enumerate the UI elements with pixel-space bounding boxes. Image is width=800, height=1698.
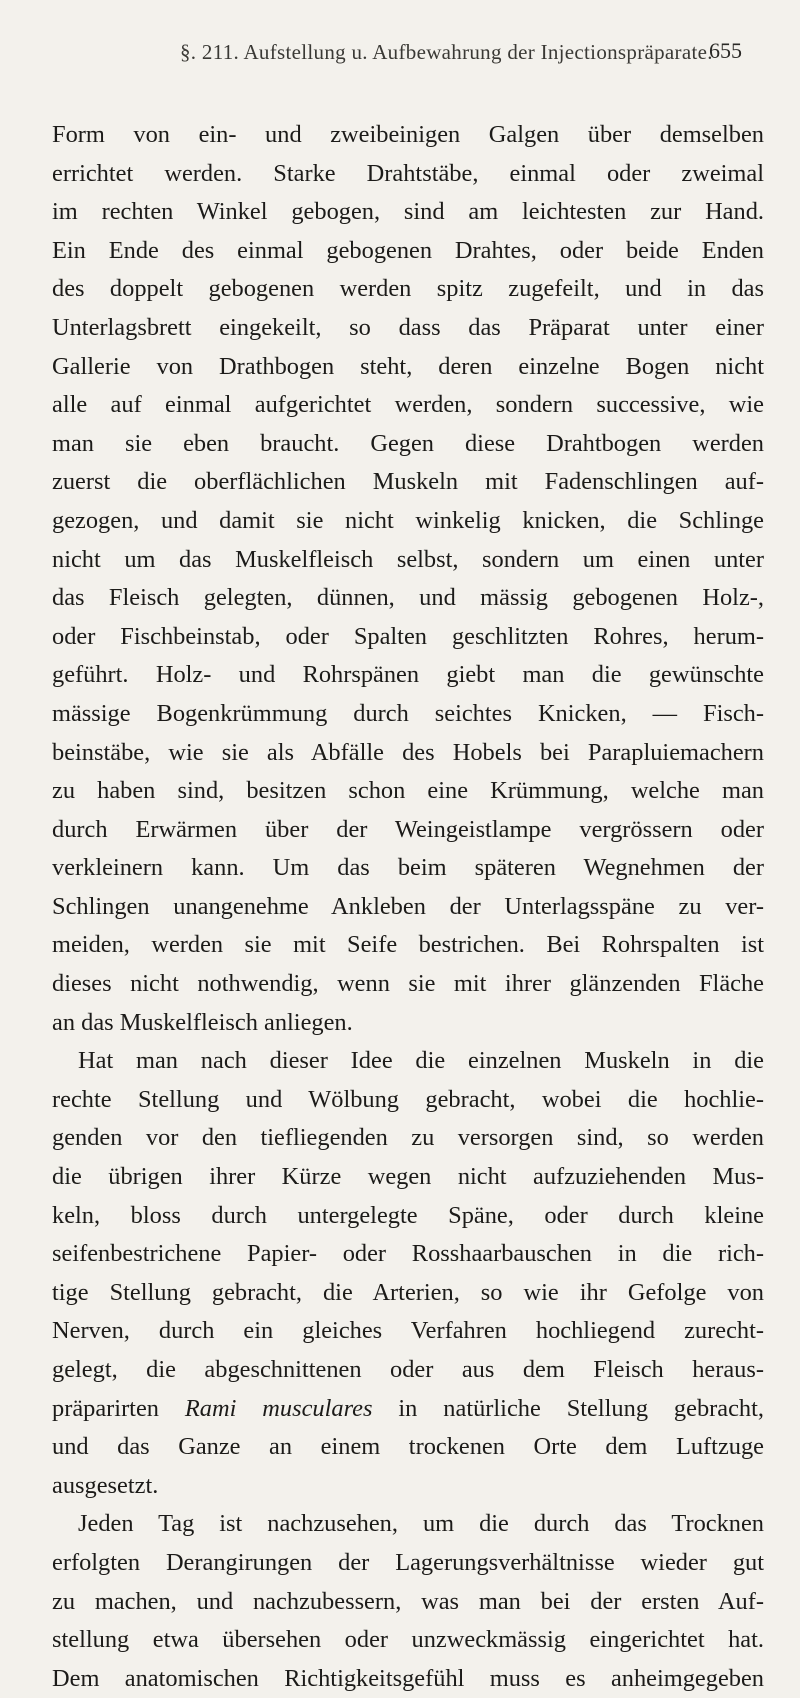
text-line: gelegt, die abgeschnittenen oder aus dem Fleisch heraus- (52, 1356, 764, 1383)
text-line: des doppelt gebogenen werden spitz zugefeilt, und in das (52, 275, 764, 303)
text-line: stellung etwa übersehen oder unzweckmässig eingerichtet hat. (52, 1626, 764, 1654)
running-title: §. 211. Aufstellung u. Aufbewahrung der Injectionspräparate. (180, 40, 713, 64)
text-line: Unterlagsbrett eingekeilt, so dass das Präparat unter einer (52, 313, 764, 341)
text-segment: in natürliche Stellung gebracht, (372, 1394, 764, 1422)
text-line: beinstäbe, wie sie als Abfälle des Hobels bei Parapluiemachern (52, 738, 764, 766)
text-line: dieses nicht nothwendig, wenn sie mit ihrer glänzenden Fläche (52, 970, 764, 998)
text-line: Hat man nach dieser Idee die einzelnen Muskeln in die (78, 1047, 764, 1075)
text-line: gezogen, und damit sie nicht winkelig knicken, die Schlinge (52, 506, 764, 534)
text-line: genden vor den tiefliegenden zu versorgen sind, so werden (52, 1124, 764, 1152)
page-number: 655 (709, 38, 742, 63)
text-line: keln, bloss durch untergelegte Späne, oder durch kleine (52, 1201, 764, 1229)
text-line: errichtet werden. Starke Drahtstäbe, einmal oder zweimal (52, 159, 764, 187)
text-line: meiden, werden sie mit Seife bestrichen. Bei Rohrspalten ist (52, 931, 764, 959)
text-line: zu machen, und nachzubessern, was man bei der ersten Auf- (52, 1587, 764, 1615)
text-line: Form von ein- und zweibeinigen Galgen über demselben (52, 121, 764, 148)
text-line: rechte Stellung und Wölbung gebracht, wobei die hochlie- (52, 1085, 764, 1113)
text-line: Dem anatomischen Richtigkeitsgefühl muss es anheimgegeben (52, 1664, 764, 1692)
text-line: tige Stellung gebracht, die Arterien, so wie ihr Gefolge von (52, 1278, 764, 1306)
text-line: Nerven, durch ein gleiches Verfahren hochliegend zurecht- (52, 1317, 764, 1345)
text-line: erfolgten Derangirungen der Lagerungsverhältnisse wieder gut (52, 1548, 764, 1576)
body-text (52, 116, 764, 1698)
text-line: Gallerie von Drathbogen steht, deren einzelne Bogen nicht (52, 352, 764, 380)
text-line: seifenbestrichene Papier- oder Rosshaarbauschen in die rich- (52, 1240, 764, 1268)
text-line: geführt. Holz- und Rohrspänen giebt man die gewünschte (52, 661, 764, 689)
text-line: die übrigen ihrer Kürze wegen nicht aufzuziehenden Mus- (52, 1163, 764, 1191)
italic-term: Rami musculares (184, 1394, 373, 1422)
text-line: zu haben sind, besitzen schon eine Krümmung, welche man (52, 777, 764, 805)
text-line: das Fleisch gelegten, dünnen, und mässig gebogenen Holz-, (52, 584, 764, 612)
text-line: Jeden Tag ist nachzusehen, um die durch das Trocknen (78, 1510, 764, 1538)
text-line: man sie eben braucht. Gegen diese Drahtbogen werden (52, 429, 764, 457)
text-line: zuerst die oberflächlichen Muskeln mit Fadenschlingen auf- (52, 468, 764, 496)
paragraph-2 (52, 1042, 764, 1505)
running-head (0, 38, 800, 72)
text-line: an das Muskelfleisch anliegen. (52, 1008, 353, 1036)
text-line: und das Ganze an einem trockenen Orte dem Luftzuge (52, 1433, 764, 1461)
text-line: verkleinern kann. Um das beim späteren Wegnehmen der (52, 854, 764, 882)
text-line-with-italic (52, 1390, 764, 1429)
text-line: oder Fischbeinstab, oder Spalten geschlitzten Rohres, herum- (52, 622, 764, 650)
text-line: nicht um das Muskelfleisch selbst, sondern um einen unter (52, 545, 764, 573)
text-line: ausgesetzt. (52, 1471, 159, 1499)
paragraph-3 (52, 1505, 764, 1698)
text-line: durch Erwärmen über der Weingeistlampe vergrössern oder (52, 815, 764, 843)
text-line: alle auf einmal aufgerichtet werden, sondern successive, wie (52, 391, 764, 419)
text-segment: präparirten (52, 1394, 185, 1422)
text-line: im rechten Winkel gebogen, sind am leichtesten zur Hand. (52, 198, 764, 226)
text-line: Schlingen unangenehme Ankleben der Unterlagsspäne zu ver- (52, 892, 764, 920)
text-line: mässige Bogenkrümmung durch seichtes Knicken, — Fisch- (52, 699, 764, 727)
paragraph-1 (52, 116, 764, 1042)
text-line: Ein Ende des einmal gebogenen Drahtes, oder beide Enden (52, 236, 764, 264)
